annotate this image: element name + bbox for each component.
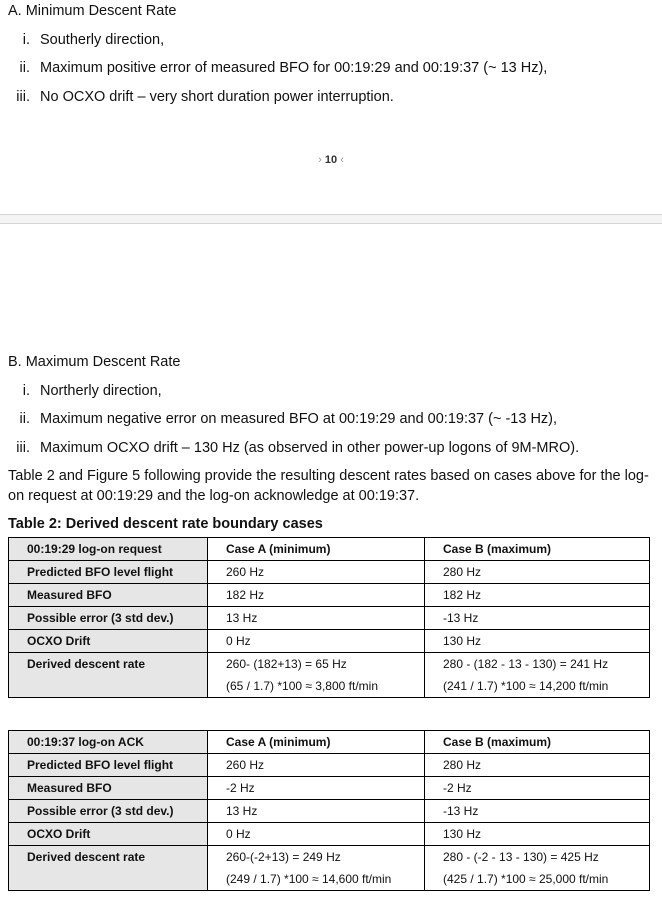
table-cell: 280 Hz: [425, 561, 650, 584]
table-header-cell: Case A (minimum): [208, 538, 425, 561]
table-cell: 130 Hz: [425, 630, 650, 653]
list-item-text: Southerly direction,: [40, 32, 165, 48]
body-paragraph: Table 2 and Figure 5 following provide the resulting descent rates based on cases above for the log-on request at 00:19:29 and the log-on acknowledge at 00:19:37.: [8, 468, 649, 504]
page-number-value: 10: [324, 154, 338, 166]
table-cell: 260 Hz: [208, 754, 425, 777]
table-row-label: Derived descent rate: [9, 846, 208, 891]
table-cell: -13 Hz: [425, 800, 650, 823]
list-item-number: ii.: [19, 411, 30, 427]
table-row: [9, 584, 650, 607]
page-number-left-marker: ›: [318, 154, 322, 166]
list-item-text: Maximum negative error on measured BFO at 00:19:29 and 00:19:37 (~ -13 Hz),: [40, 411, 558, 427]
section-a-heading: A. Minimum Descent Rate: [8, 3, 177, 19]
formula-line: (241 / 1.7) *100 ≈ 14,200 ft/min: [443, 679, 609, 693]
list-item-number: i.: [22, 383, 30, 399]
table-row-label: Measured BFO: [9, 777, 208, 800]
table-row-label: OCXO Drift: [9, 823, 208, 846]
formula-line: 260-(-2+13) = 249 Hz: [226, 850, 341, 864]
table-cell: [208, 653, 425, 698]
table-caption: Table 2: Derived descent rate boundary cases: [8, 516, 323, 532]
list-item-number: ii.: [19, 60, 30, 76]
table-cell: [425, 846, 650, 891]
formula-line: (65 / 1.7) *100 ≈ 3,800 ft/min: [226, 679, 379, 693]
table-row: [9, 607, 650, 630]
table-cell: -13 Hz: [425, 607, 650, 630]
table-row: [9, 777, 650, 800]
formula-line: 280 - (182 - 13 - 130) = 241 Hz: [443, 657, 609, 671]
table-header-row: [9, 731, 650, 754]
list-item-text: Maximum positive error of measured BFO for 00:19:29 and 00:19:37 (~ 13 Hz),: [40, 60, 548, 76]
table-header-cell: Case A (minimum): [208, 731, 425, 754]
table-header-cell: 00:19:37 log-on ACK: [9, 731, 208, 754]
table-row: [9, 754, 650, 777]
table-cell: 0 Hz: [208, 630, 425, 653]
table-cell: 130 Hz: [425, 823, 650, 846]
table-cell: 260 Hz: [208, 561, 425, 584]
list-item-text: No OCXO drift – very short duration power interruption.: [40, 89, 394, 105]
page-number: [0, 154, 662, 166]
list-item-text: Maximum OCXO drift – 130 Hz (as observed in other power-up logons of 9M-MRO).: [40, 440, 580, 456]
table-cell: 182 Hz: [425, 584, 650, 607]
table-row-label: Measured BFO: [9, 584, 208, 607]
table-header-cell: Case B (maximum): [425, 538, 650, 561]
table-row-label: Predicted BFO level flight: [9, 561, 208, 584]
list-item-text: Northerly direction,: [40, 383, 162, 399]
table-cell: -2 Hz: [425, 777, 650, 800]
table-cell: 0 Hz: [208, 823, 425, 846]
formula-line: (249 / 1.7) *100 ≈ 14,600 ft/min: [226, 872, 392, 886]
descent-rate-table-logon-request: [8, 537, 650, 698]
table-cell: [208, 846, 425, 891]
table-row-label: Predicted BFO level flight: [9, 754, 208, 777]
table-row-label: OCXO Drift: [9, 630, 208, 653]
table-row: [9, 823, 650, 846]
table-cell: 13 Hz: [208, 607, 425, 630]
table-row-derived-rate: [9, 653, 650, 698]
section-b-heading: B. Maximum Descent Rate: [8, 354, 181, 370]
table-row-label: Possible error (3 std dev.): [9, 800, 208, 823]
table-row: [9, 561, 650, 584]
list-item-number: iii.: [16, 89, 30, 105]
formula-line: 260- (182+13) = 65 Hz: [226, 657, 347, 671]
table-row: [9, 630, 650, 653]
table-header-row: [9, 538, 650, 561]
table-row-label: Possible error (3 std dev.): [9, 607, 208, 630]
formula-line: (425 / 1.7) *100 ≈ 25,000 ft/min: [443, 872, 609, 886]
list-item-number: i.: [22, 32, 30, 48]
table-header-cell: 00:19:29 log-on request: [9, 538, 208, 561]
table-row-derived-rate: [9, 846, 650, 891]
table-row: [9, 800, 650, 823]
table-cell: [425, 653, 650, 698]
descent-rate-table-logon-ack: [8, 730, 650, 891]
table-cell: 13 Hz: [208, 800, 425, 823]
formula-line: 280 - (-2 - 13 - 130) = 425 Hz: [443, 850, 599, 864]
table-header-cell: Case B (maximum): [425, 731, 650, 754]
table-cell: 280 Hz: [425, 754, 650, 777]
table-cell: -2 Hz: [208, 777, 425, 800]
page-break: [0, 214, 662, 224]
table-row-label: Derived descent rate: [9, 653, 208, 698]
list-item-number: iii.: [16, 440, 30, 456]
page-number-right-marker: ‹: [340, 154, 344, 166]
table-cell: 182 Hz: [208, 584, 425, 607]
